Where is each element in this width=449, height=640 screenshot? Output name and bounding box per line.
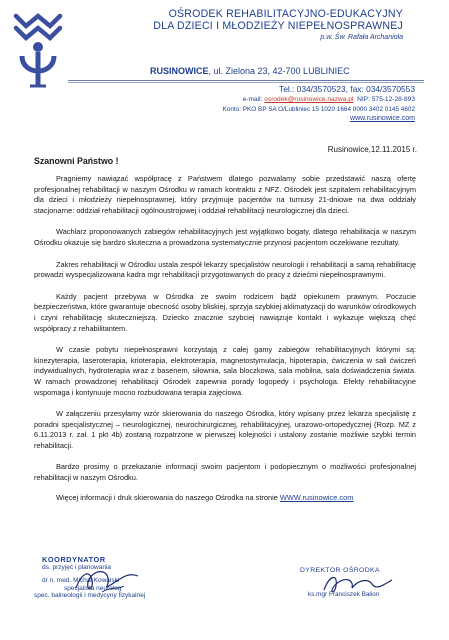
coordinator-name: dr n. med. Michał Kowalski — [42, 577, 120, 584]
phone-fax: Tel.: 034/3570523, fax: 034/3570553 — [279, 84, 415, 94]
bank-account: Konto: PKO BP SA O/Lubliniec 15 1020 1664 0000 3402 0145 4602 — [222, 106, 415, 113]
paragraph-5: W czasie pobytu niepełnosprawni korzystają z całej gamy zabiegów rehabilitacyjnych którymi są: kinezyterapia, laseroterapia, krioterapia, elektroterapia, magnetostymulacja, hipoterapia, ćwiczenia w sali ćwiczeń indywidualnych, hydroterapia wraz z basenem, siłownia, sala bloczkowa, sala mobilna, sala doświadczenia świata. W ramach prowadzonej rehabilitacji Ośrodek zapewnia porady logopedy i psychologa. Efekty rehabilitacyjne wspomaga i kontynuuje mocno rozbudowana terapia zajęciowa. — [34, 345, 416, 397]
organization-header — [153, 8, 403, 43]
coordinator-specialty2: spec. balneologii i medycyny fizykalnej — [34, 592, 146, 599]
coordinator-line1: ds. przyjęć i planowania — [42, 563, 112, 571]
website-link[interactable]: www.rusinowice.com — [350, 115, 415, 122]
paragraph-4: Każdy pacjent przebywa w Ośrodka ze swoim rodzicem bądź opiekunem prawnym. Poczucie bezpieczeństwa, które gwarantuje obecność osoby bliskiej, sprzyja szybkiej aklimatyzacji do warunków ośrodkowych i czyni rehabilitację skuteczniejszą. Dziecko znacznie szybciej nawiązuje kontakt i wykazuje większą chęć współpracy z rehabilitantem. — [34, 291, 416, 333]
director-title: DYREKTOR OŚRODKA — [300, 567, 380, 574]
address-town: RUSINOWICE — [150, 66, 209, 76]
paragraph-6: W załączeniu przesyłamy wzór skierowania do naszego Ośrodka, który wpisany przez lekarza specjalistę z poradni specjalistycznej – neurologicznej, neurochirurgicznej, rehabilitacyjnej, urazowo-ortopedycznej (Rozp. MZ z 6.11.2013 r. zał. 1 pkt 4b) zostaną rozpatrzone w pierwszej kolejności i ustalony zostanie możliwie szybki termin rehabilitacji. — [34, 409, 416, 450]
paragraph-3: Zakres rehabilitacji w Ośrodku ustala zespół lekarzy specjalistów neurologii i rehabilitacji a samą rehabilitację prowadzi wyspecjalizowana kadra mgr rehabilitacji przygotowanych do pracy z dziećmi niepełnosprawnymi. — [34, 259, 416, 280]
address-street: , ul. Zielona 23, 42-700 LUBLINIEC — [208, 66, 350, 76]
paragraph-7: Bardzo prosimy o przekazanie informacji swoim pacjentom i podopiecznym o możliwości profesjonalnej rehabilitacji w naszym Ośrodku. — [34, 462, 416, 483]
email-link[interactable]: osrodek@rusinowice.nazwa.pl — [264, 96, 354, 103]
org-patron: p.w. Św. Rafała Archanioła — [320, 34, 403, 41]
nip-number: NIP: 575-12-28-893 — [357, 96, 415, 103]
header-divider-thin — [68, 82, 424, 83]
coordinator-title: KOORDYNATOR — [42, 555, 106, 564]
wheelchair-logo-icon — [8, 4, 68, 89]
director-name: ks.mgr Franciszek Balion — [308, 591, 380, 598]
paragraph-2: Wachlarz proponowanych zabiegów rehabilitacyjnych jest wyjątkowo bogaty, dlatego rehabilitacja w naszym Ośrodku okazuje się bardzo skuteczna a prowadzona systematycznie przynosi pacjentom oczekiwane rezultaty. — [34, 227, 416, 247]
letter-body — [34, 174, 416, 514]
director-signature-icon — [318, 570, 398, 598]
coordinator-specialty: specjalista neurolog — [64, 584, 122, 592]
closing-text: Więcej informacji i druk skierowania do naszego Ośrodka na stronie — [56, 492, 280, 502]
email-label: e-mail: — [242, 96, 263, 103]
closing-website-link[interactable]: WWW.rusinowice.com — [279, 492, 354, 502]
contact-block — [223, 84, 415, 124]
org-name-line1: OŚRODEK REHABILITACYJNO-EDUKACYJNY — [168, 8, 403, 20]
paragraph-1: Pragniemy nawiązać współpracę z Państwem dlatego pozwalamy sobie przedstawić naszą ofertę profesjonalnej rehabilitacji w naszym Ośrodku w ramach kontraktu z NFZ. Ośrodek jest szpitalem rehabilitacyjnym dla dzieci i młodzieży niepełnosprawnej, który przyjmuje pacjentów na turnusy 21-dniowe na dwa oddziały stacjonarne: oddział rehabilitacji ogólnoustrojowej i oddział rehabilitacji neurologicznej dla dzieci. — [34, 174, 416, 215]
email-line — [223, 95, 415, 105]
letter-greeting: Szanowni Państwo ! — [34, 156, 119, 166]
coordinator-signature-icon — [72, 566, 142, 596]
org-address — [150, 66, 350, 76]
header-divider — [68, 80, 424, 81]
org-name-line2: DLA DZIECI I MŁODZIEŻY NIEPEŁNOSPRAWNEJ — [153, 20, 403, 32]
closing-paragraph — [34, 493, 416, 504]
letter-date: Rusinowice,12.11.2015 r. — [327, 145, 417, 154]
